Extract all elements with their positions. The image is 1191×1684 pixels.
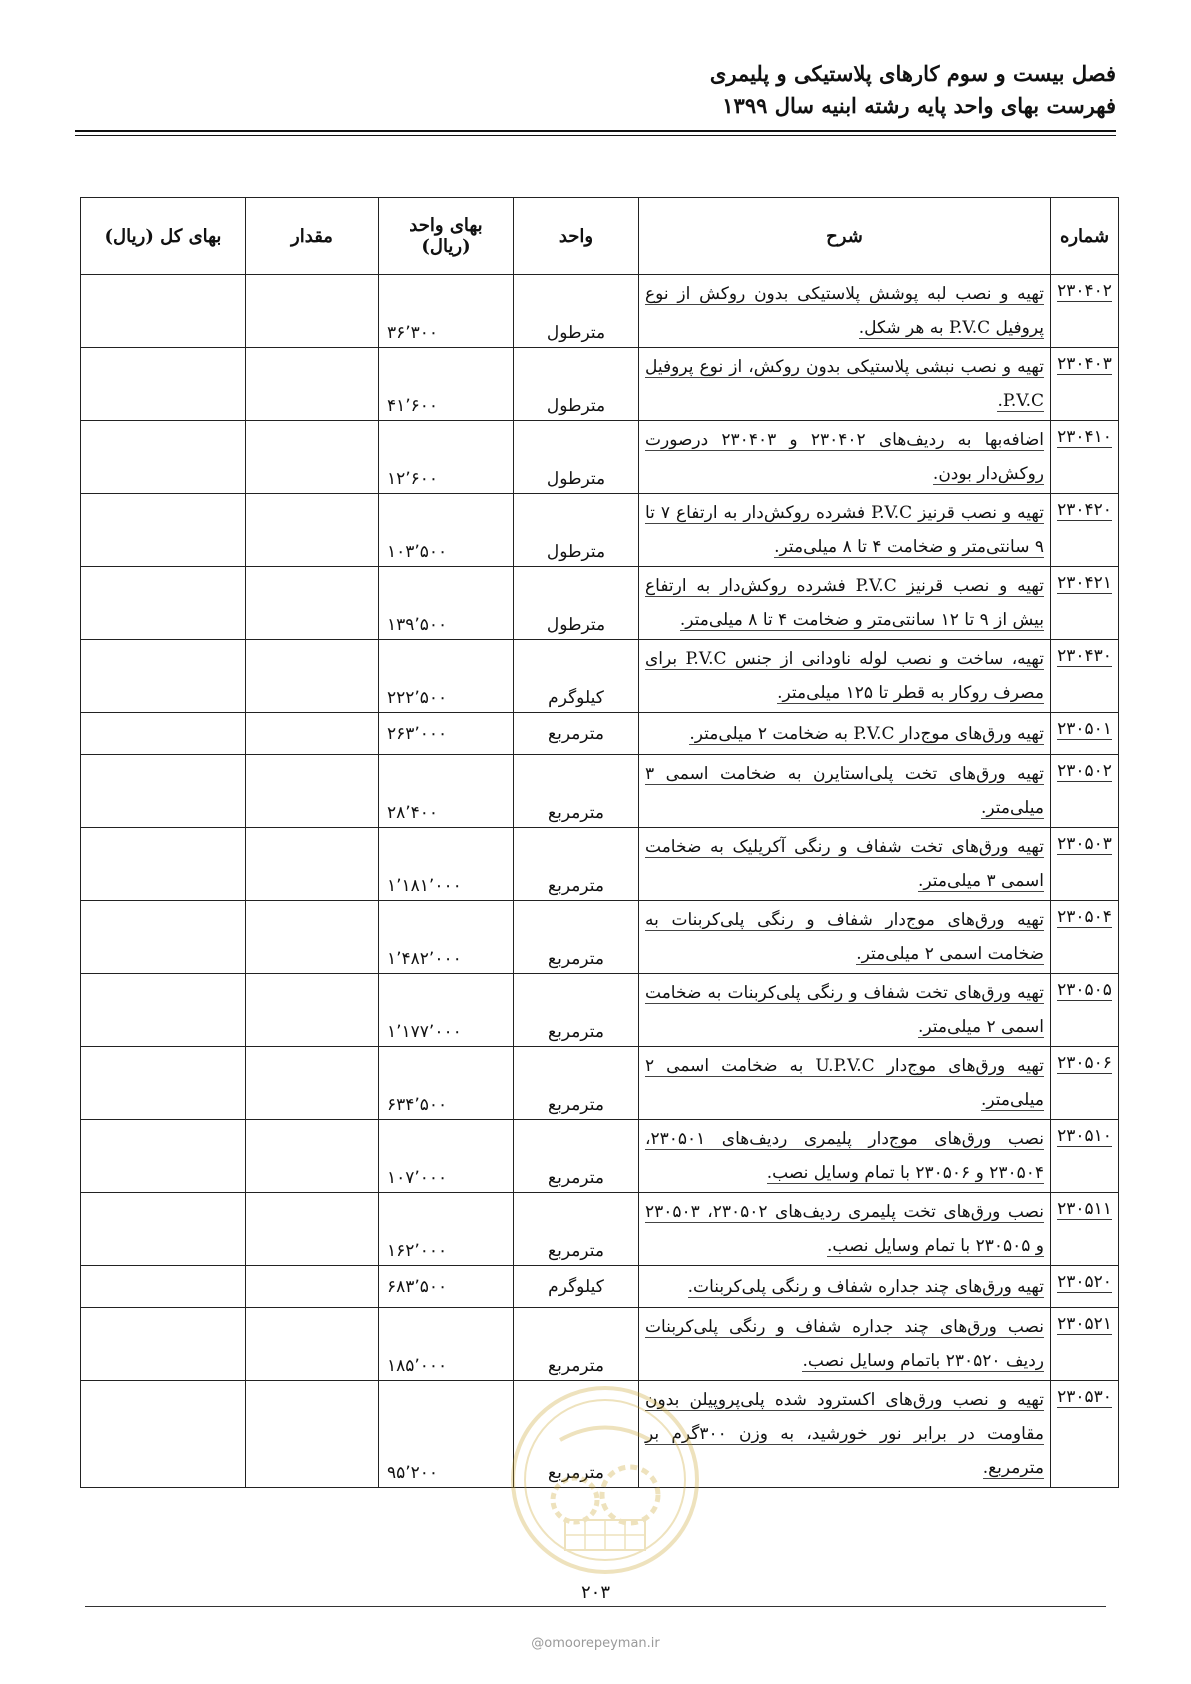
row-quantity (246, 713, 379, 755)
table-row (81, 755, 1119, 828)
row-number: ۲۳۰۴۰۳ (1057, 354, 1112, 374)
row-unit: مترمربع (514, 901, 639, 974)
row-description-cell (639, 567, 1051, 640)
table-row (81, 901, 1119, 974)
row-description: تهیه ورق‌های چند جداره شفاف و رنگی پلی‌کربنات. (687, 1276, 1044, 1297)
row-quantity (246, 348, 379, 421)
row-description-cell (639, 640, 1051, 713)
row-unit: مترطول (514, 494, 639, 567)
row-number: ۲۳۰۵۳۰ (1057, 1387, 1112, 1407)
row-number: ۲۳۰۵۰۵ (1057, 980, 1112, 1000)
chapter-title: فصل بیست و سوم کارهای پلاستیکی و پلیمری (709, 61, 1116, 86)
row-total-price (81, 1120, 246, 1193)
row-unit: مترمربع (514, 1308, 639, 1381)
row-total-price (81, 275, 246, 348)
row-unit: مترمربع (514, 1381, 639, 1488)
row-quantity (246, 1120, 379, 1193)
row-description: تهیه و نصب نبشی پلاستیکی بدون روکش، از نوع پروفیل P.V.C. (645, 357, 1044, 411)
row-number-cell (1051, 275, 1119, 348)
row-total-price (81, 1381, 246, 1488)
row-total-price (81, 494, 246, 567)
table-row (81, 1047, 1119, 1120)
row-unit-price: ۹۵٬۲۰۰ (379, 1381, 514, 1488)
row-description-cell (639, 974, 1051, 1047)
row-unit-price: ۱٬۴۸۲٬۰۰۰ (379, 901, 514, 974)
row-quantity (246, 1308, 379, 1381)
row-number: ۲۳۰۵۰۴ (1057, 907, 1112, 927)
row-unit-price: ۱۶۲٬۰۰۰ (379, 1193, 514, 1266)
row-total-price (81, 1308, 246, 1381)
row-number-cell (1051, 1381, 1119, 1488)
row-number: ۲۳۰۵۱۱ (1057, 1199, 1112, 1219)
row-total-price (81, 421, 246, 494)
row-quantity (246, 755, 379, 828)
table-row (81, 1308, 1119, 1381)
row-unit-price: ۱۰۷٬۰۰۰ (379, 1120, 514, 1193)
row-description: تهیه ورق‌های تخت شفاف و رنگی پلی‌کربنات به ضخامت اسمی ۲ میلی‌متر. (645, 983, 1044, 1037)
row-unit-price: ۱٬۱۸۱٬۰۰۰ (379, 828, 514, 901)
row-number-cell (1051, 494, 1119, 567)
row-total-price (81, 974, 246, 1047)
row-number: ۲۳۰۵۰۲ (1057, 761, 1112, 781)
table-row (81, 348, 1119, 421)
row-number-cell (1051, 1120, 1119, 1193)
row-quantity (246, 901, 379, 974)
row-description-cell (639, 901, 1051, 974)
header-quantity: مقدار (246, 198, 379, 275)
page-number: ۲۰۳ (580, 1582, 610, 1603)
row-description: تهیه ورق‌های موج‌دار شفاف و رنگی پلی‌کربنات به ضخامت اسمی ۲ میلی‌متر. (645, 910, 1044, 964)
row-description-cell (639, 275, 1051, 348)
table-header-row (81, 198, 1119, 275)
row-unit-price: ۶۳۴٬۵۰۰ (379, 1047, 514, 1120)
row-description: تهیه و نصب لبه پوشش پلاستیکی بدون روکش از نوع پروفیل P.V.C به هر شکل. (645, 284, 1044, 338)
row-number-cell (1051, 828, 1119, 901)
row-unit-price: ۲۶۳٬۰۰۰ (379, 713, 514, 755)
row-number: ۲۳۰۵۲۰ (1057, 1272, 1112, 1292)
row-total-price (81, 640, 246, 713)
row-number-cell (1051, 974, 1119, 1047)
row-unit: مترطول (514, 567, 639, 640)
header-unit-price-label: بهای واحد (409, 215, 483, 236)
row-unit: مترطول (514, 421, 639, 494)
header-unit-price-currency: (ریال) (421, 236, 471, 257)
row-description: تهیه ورق‌های موج‌دار U.P.V.C به ضخامت اسمی ۲ میلی‌متر. (645, 1056, 1044, 1110)
row-number-cell (1051, 640, 1119, 713)
header-number: شماره (1051, 198, 1119, 275)
row-unit-price: ۳۶٬۳۰۰ (379, 275, 514, 348)
row-number-cell (1051, 1193, 1119, 1266)
row-quantity (246, 275, 379, 348)
row-quantity (246, 421, 379, 494)
row-quantity (246, 640, 379, 713)
row-total-price (81, 828, 246, 901)
row-number: ۲۳۰۴۱۰ (1057, 427, 1112, 447)
watermark-seal (505, 1380, 705, 1580)
row-description: تهیه و نصب قرنیز P.V.C فشرده روکش‌دار به ارتفاع بیش از ۹ تا ۱۲ سانتی‌متر و ضخامت ۴ تا ۸ میلی‌متر. (645, 576, 1044, 630)
website-watermark: @omoorepeyman.ir (531, 1636, 660, 1651)
row-total-price (81, 713, 246, 755)
price-list-title: فهرست بهای واحد پایه رشته ابنیه سال ۱۳۹۹ (722, 93, 1116, 118)
row-quantity (246, 1193, 379, 1266)
row-unit: مترمربع (514, 755, 639, 828)
row-quantity (246, 974, 379, 1047)
row-quantity (246, 828, 379, 901)
row-number: ۲۳۰۴۳۰ (1057, 646, 1112, 666)
row-number-cell (1051, 901, 1119, 974)
row-number-cell (1051, 1266, 1119, 1308)
row-description: تهیه و نصب قرنیز P.V.C فشرده روکش‌دار به ارتفاع ۷ تا ۹ سانتی‌متر و ضخامت ۴ تا ۸ میلی‌متر. (645, 503, 1044, 557)
header-total-price: بهای کل (ریال) (81, 198, 246, 275)
table-row (81, 640, 1119, 713)
row-total-price (81, 1193, 246, 1266)
table-row (81, 494, 1119, 567)
row-total-price (81, 1266, 246, 1308)
header-rule-thick (75, 130, 1116, 132)
table-row (81, 713, 1119, 755)
row-unit: مترمربع (514, 828, 639, 901)
row-description-cell (639, 421, 1051, 494)
row-quantity (246, 1047, 379, 1120)
row-unit: مترمربع (514, 974, 639, 1047)
table-row (81, 828, 1119, 901)
row-unit-price: ۱۸۵٬۰۰۰ (379, 1308, 514, 1381)
row-quantity (246, 567, 379, 640)
row-description: تهیه، ساخت و نصب لوله ناودانی از جنس P.V.C برای مصرف روکار به قطر تا ۱۲۵ میلی‌متر. (645, 649, 1044, 703)
row-quantity (246, 1266, 379, 1308)
row-unit: کیلوگرم (514, 1266, 639, 1308)
table-row (81, 1266, 1119, 1308)
row-number-cell (1051, 1047, 1119, 1120)
row-unit: مترمربع (514, 1120, 639, 1193)
header-unit: واحد (514, 198, 639, 275)
row-description-cell (639, 713, 1051, 755)
row-description-cell (639, 828, 1051, 901)
row-unit-price: ۱۲٬۶۰۰ (379, 421, 514, 494)
row-number: ۲۳۰۵۰۳ (1057, 834, 1112, 854)
row-description: تهیه ورق‌های تخت شفاف و رنگی آکریلیک به ضخامت اسمی ۳ میلی‌متر. (645, 837, 1044, 891)
row-number: ۲۳۰۴۲۰ (1057, 500, 1112, 520)
row-unit-price: ۱٬۱۷۷٬۰۰۰ (379, 974, 514, 1047)
row-number-cell (1051, 713, 1119, 755)
row-unit-price: ۶۸۳٬۵۰۰ (379, 1266, 514, 1308)
row-quantity (246, 494, 379, 567)
table-row (81, 567, 1119, 640)
table-row (81, 1120, 1119, 1193)
row-number: ۲۳۰۴۲۱ (1057, 573, 1112, 593)
row-number: ۲۳۰۵۰۱ (1057, 719, 1112, 739)
row-unit: مترمربع (514, 713, 639, 755)
row-description-cell (639, 1308, 1051, 1381)
row-total-price (81, 901, 246, 974)
header-description: شرح (639, 198, 1051, 275)
row-number: ۲۳۰۵۰۶ (1057, 1053, 1112, 1073)
header-unit-price (379, 198, 514, 275)
row-number-cell (1051, 421, 1119, 494)
row-description-cell (639, 1120, 1051, 1193)
row-description-cell (639, 1193, 1051, 1266)
row-unit: کیلوگرم (514, 640, 639, 713)
row-description-cell (639, 494, 1051, 567)
table-row (81, 1193, 1119, 1266)
table-row (81, 275, 1119, 348)
row-number-cell (1051, 1308, 1119, 1381)
row-number-cell (1051, 348, 1119, 421)
row-description-cell (639, 348, 1051, 421)
row-total-price (81, 348, 246, 421)
row-description: نصب ورق‌های تخت پلیمری ردیف‌های ۲۳۰۵۰۲، ۲۳۰۵۰۳ و ۲۳۰۵۰۵ با تمام وسایل نصب. (645, 1202, 1045, 1256)
row-description: نصب ورق‌های چند جداره شفاف و رنگی پلی‌کربنات ردیف ۲۳۰۵۲۰ باتمام وسایل نصب. (645, 1317, 1044, 1371)
row-number: ۲۳۰۵۱۰ (1057, 1126, 1112, 1146)
row-total-price (81, 567, 246, 640)
row-description: تهیه ورق‌های تخت پلی‌استایرن به ضخامت اسمی ۳ میلی‌متر. (645, 764, 1044, 818)
table-row (81, 974, 1119, 1047)
row-unit-price: ۴۱٬۶۰۰ (379, 348, 514, 421)
row-number-cell (1051, 567, 1119, 640)
row-description: نصب ورق‌های موج‌دار پلیمری ردیف‌های ۲۳۰۵۰۱، ۲۳۰۵۰۴ و ۲۳۰۵۰۶ با تمام وسایل نصب. (645, 1129, 1044, 1183)
row-description: تهیه و نصب ورق‌های اکسترود شده پلی‌پروپیلن بدون مقاومت در برابر نور خورشید، به وزن ۳۰۰گرم بر مترمربع. (645, 1390, 1044, 1478)
row-unit-price: ۲۲۲٬۵۰۰ (379, 640, 514, 713)
page-header (86, 58, 1116, 122)
row-description-cell (639, 1047, 1051, 1120)
row-total-price (81, 1047, 246, 1120)
table-row (81, 421, 1119, 494)
row-number: ۲۳۰۴۰۲ (1057, 281, 1112, 301)
row-quantity (246, 1381, 379, 1488)
row-number: ۲۳۰۵۲۱ (1057, 1314, 1112, 1334)
row-unit-price: ۱۰۳٬۵۰۰ (379, 494, 514, 567)
row-unit-price: ۱۳۹٬۵۰۰ (379, 567, 514, 640)
header-rule-thin (75, 135, 1116, 136)
row-number-cell (1051, 755, 1119, 828)
row-unit: مترطول (514, 348, 639, 421)
row-description-cell (639, 755, 1051, 828)
row-description: اضافه‌بها به ردیف‌های ۲۳۰۴۰۲ و ۲۳۰۴۰۳ درصورت روکش‌دار بودن. (645, 430, 1044, 484)
row-unit: مترمربع (514, 1047, 639, 1120)
row-unit: مترطول (514, 275, 639, 348)
price-table (80, 197, 1119, 1488)
row-unit: مترمربع (514, 1193, 639, 1266)
footer-rule (85, 1606, 1106, 1607)
row-total-price (81, 755, 246, 828)
row-unit-price: ۲۸٬۴۰۰ (379, 755, 514, 828)
row-description: تهیه ورق‌های موج‌دار P.V.C به ضخامت ۲ میلی‌متر. (689, 723, 1044, 744)
row-description-cell (639, 1266, 1051, 1308)
